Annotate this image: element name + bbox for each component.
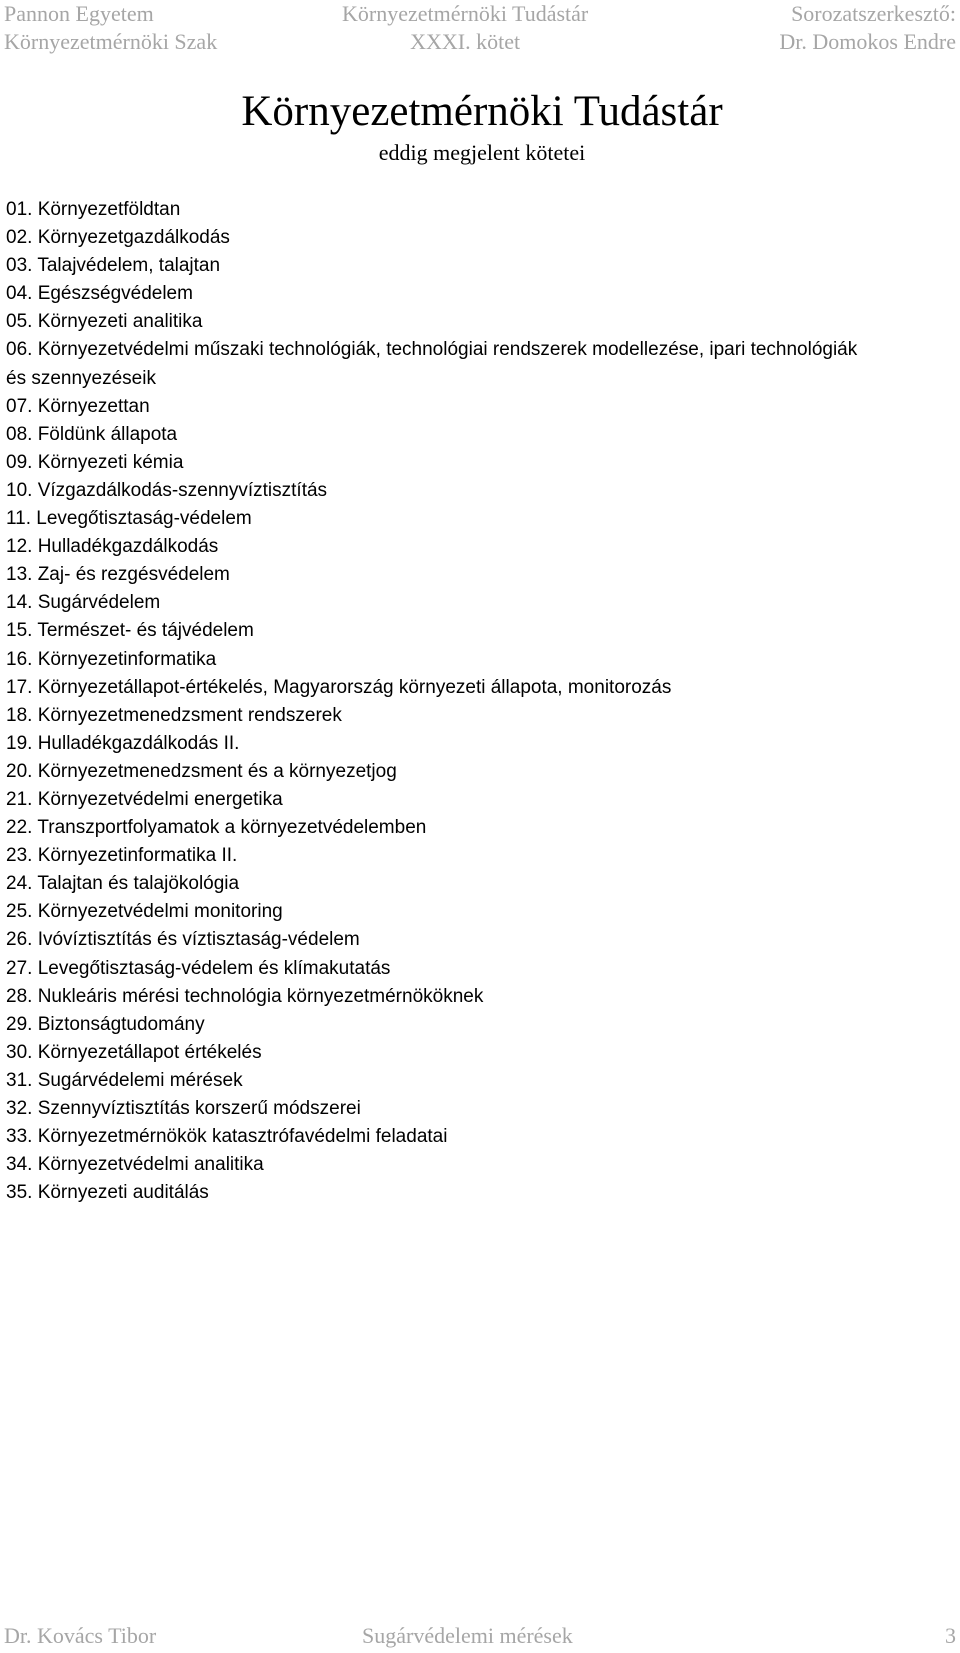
list-item: 03. Talajvédelem, talajtan <box>6 255 221 277</box>
list-item: 08. Földünk állapota <box>6 423 178 445</box>
list-item: 33. Környezetmérnökök katasztrófavédelmi feladatai <box>6 1126 448 1148</box>
header-institution <box>4 0 217 56</box>
header-series-title: Környezetmérnöki Tudástár <box>342 1 589 26</box>
header-editor <box>779 0 956 56</box>
list-item: 01. Környezetföldtan <box>6 199 181 220</box>
footer-page-number: 3 <box>945 1623 956 1648</box>
list-item: 10. Vízgazdálkodás-szennyvíztisztítás <box>6 479 328 501</box>
footer-author: Dr. Kovács Tibor <box>4 1623 157 1648</box>
list-item: 25. Környezetvédelmi monitoring <box>6 901 283 923</box>
page-subtitle: eddig megjelent kötetei <box>378 140 586 165</box>
header-series <box>342 0 588 56</box>
header-editor-name: Dr. Domokos Endre <box>779 29 956 54</box>
list-item: 13. Zaj- és rezgésvédelem <box>6 564 230 586</box>
list-item: 12. Hulladékgazdálkodás <box>6 536 219 558</box>
list-item: 27. Levegőtisztaság-védelem és klímakutatás <box>6 957 391 979</box>
list-item: és szennyezéseik <box>6 367 156 389</box>
list-item: 17. Környezetállapot-értékelés, Magyarország környezeti állapota, monitorozás <box>6 676 672 698</box>
list-item: 35. Környezeti auditálás <box>6 1182 209 1204</box>
list-item: 31. Sugárvédelemi mérések <box>6 1069 243 1091</box>
list-item: 22. Transzportfolyamatok a környezetvédelemben <box>6 817 427 839</box>
title-block <box>222 86 742 166</box>
list-item: 30. Környezetállapot értékelés <box>6 1041 262 1063</box>
list-item: 26. Ivóvíztisztítás és víztisztaság-védelem <box>6 929 360 951</box>
page-header <box>4 0 956 62</box>
list-item: 23. Környezetinformatika II. <box>6 845 238 867</box>
list-item: 34. Környezetvédelmi analitika <box>6 1154 264 1176</box>
page-title: Környezetmérnöki Tudástár <box>241 88 723 135</box>
list-item: 06. Környezetvédelmi műszaki technológiák, technológiai rendszerek modellezése, ipari technológiák <box>6 339 858 361</box>
header-university: Pannon Egyetem <box>4 1 154 26</box>
list-item: 11. Levegőtisztaság-védelem <box>6 508 252 530</box>
list-item: 21. Környezetvédelmi energetika <box>6 788 283 810</box>
header-editor-label: Sorozatszerkesztő: <box>791 1 956 26</box>
list-item: 28. Nukleáris mérési technológia környezetmérnököknek <box>6 985 484 1007</box>
list-item: 05. Környezeti analitika <box>6 311 203 333</box>
list-item: 04. Egészségvédelem <box>6 283 193 305</box>
header-department: Környezetmérnöki Szak <box>4 29 218 54</box>
list-item: 32. Szennyvíztisztítás korszerű módszerei <box>6 1098 361 1119</box>
list-item: 19. Hulladékgazdálkodás II. <box>6 732 240 754</box>
list-item: 14. Sugárvédelem <box>6 592 161 614</box>
page-footer <box>4 1622 956 1652</box>
list-item: 09. Környezeti kémia <box>6 451 184 473</box>
list-item: 16. Környezetinformatika <box>6 648 217 670</box>
list-item: 07. Környezettan <box>6 395 150 417</box>
footer-book-title: Sugárvédelemi mérések <box>362 1623 573 1648</box>
header-volume-number: XXXI. kötet <box>410 29 521 54</box>
list-item: 20. Környezetmenedzsment és a környezetjog <box>6 760 397 782</box>
volume-list <box>6 196 956 1207</box>
list-item: 02. Környezetgazdálkodás <box>6 227 230 249</box>
list-item: 24. Talajtan és talajökológia <box>6 873 240 895</box>
list-item: 15. Természet- és tájvédelem <box>6 620 254 642</box>
list-item: 18. Környezetmenedzsment rendszerek <box>6 704 342 726</box>
list-item: 29. Biztonságtudomány <box>6 1013 205 1035</box>
